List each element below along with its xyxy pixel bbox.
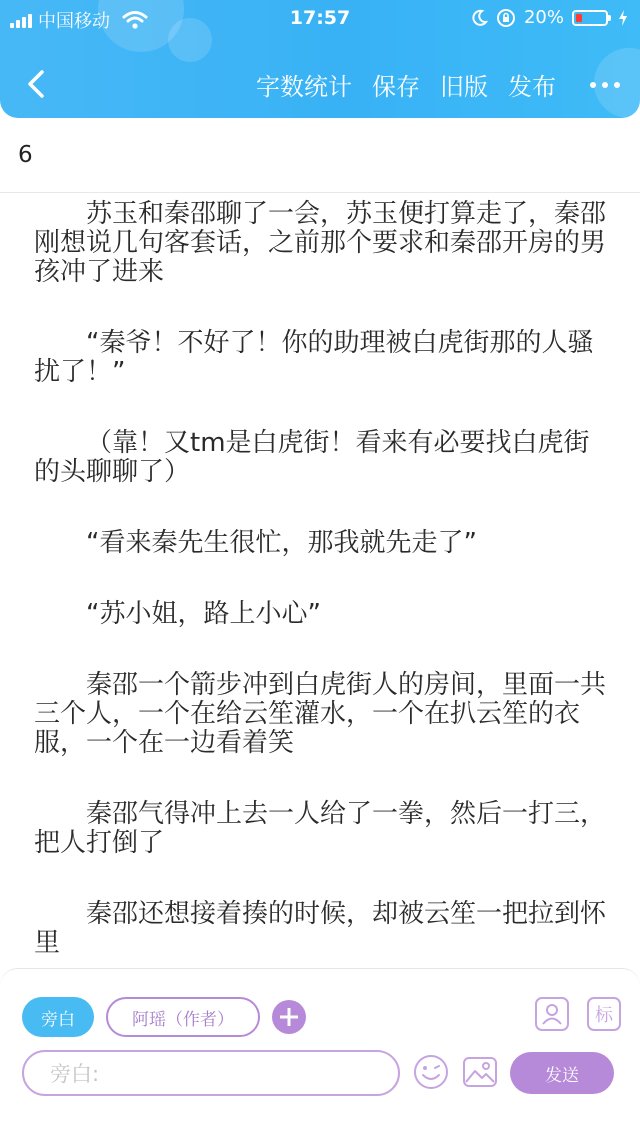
word-count-button[interactable]: 字数统计	[256, 73, 352, 101]
message-input[interactable]	[22, 1050, 400, 1096]
divider	[0, 192, 640, 193]
carrier-name: 中国移动	[38, 11, 110, 32]
story-paragraph: “看来秦先生很忙，那我就先走了”	[86, 528, 477, 558]
more-dots-icon[interactable]	[590, 82, 620, 88]
composer-bar	[0, 968, 640, 1099]
input-placeholder: 旁白:	[50, 1062, 100, 1086]
charging-icon	[618, 10, 628, 26]
save-button[interactable]: 保存	[372, 73, 420, 101]
role-chip-narration[interactable]: 旁白	[22, 997, 94, 1037]
tag-label: 标	[595, 1005, 613, 1026]
battery-percent: 20%	[523, 7, 564, 28]
story-paragraph: 秦邵一个箭步冲到白虎街人的房间，里面一共三个人，一个在给云笙灌水，一个在扒云笙的衣服，一个在一边看着笑	[34, 670, 607, 758]
story-paragraph: （靠！又tm是白虎街！看来有必要找白虎街的头聊聊了）	[34, 428, 590, 487]
battery-icon	[572, 10, 608, 26]
image-icon[interactable]	[462, 1054, 498, 1090]
top-header	[0, 0, 640, 118]
chapter-title[interactable]: 6	[18, 142, 33, 168]
status-time: 17:57	[289, 7, 351, 29]
story-paragraph: 秦邵气得冲上去一人给了一拳，然后一打三，把人打倒了	[34, 799, 607, 858]
plus-icon[interactable]	[272, 1000, 306, 1034]
story-paragraph: “苏小姐，路上小心”	[86, 599, 321, 629]
publish-button[interactable]: 发布	[508, 73, 556, 101]
old-version-button[interactable]: 旧版	[440, 73, 488, 101]
nav-bar	[0, 56, 640, 112]
bottom-safe-area	[0, 1098, 640, 1139]
role-chip-author[interactable]: 阿瑶（作者）	[106, 997, 260, 1037]
story-paragraph: 苏玉和秦邵聊了一会，苏玉便打算走了，秦邵刚想说几句客套话，之前那个要求和秦邵开房的男孩冲了进来	[34, 199, 607, 287]
tag-button[interactable]	[587, 997, 621, 1031]
story-paragraph: “秦爷！不好了！你的助理被白虎街那的人骚扰了！”	[34, 328, 594, 387]
send-button[interactable]: 发送	[510, 1052, 614, 1094]
story-content[interactable]	[34, 200, 606, 1000]
chevron-left-icon[interactable]	[20, 64, 60, 104]
moon-icon	[470, 9, 488, 27]
emoji-icon[interactable]	[413, 1054, 449, 1090]
orientation-lock-icon	[496, 8, 516, 28]
story-paragraph: 秦邵还想接着揍的时候，却被云笙一把拉到怀里	[34, 899, 607, 958]
status-bar	[0, 0, 640, 38]
character-icon[interactable]	[535, 997, 569, 1031]
